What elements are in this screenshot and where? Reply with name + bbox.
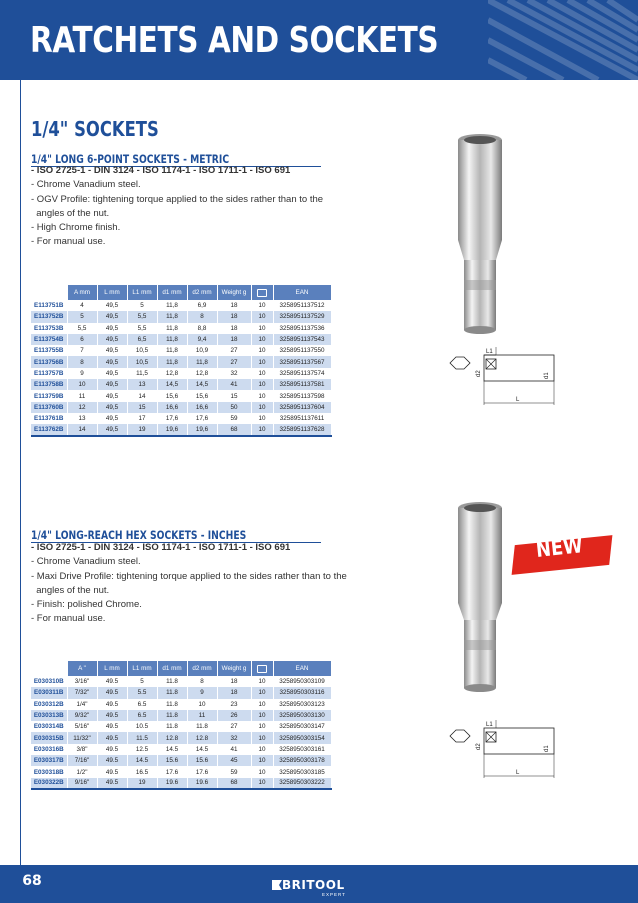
table-cell: 10	[251, 766, 273, 777]
table-cell: 15,6	[187, 390, 217, 401]
table-cell: 18	[217, 323, 251, 334]
table-cell: 8	[67, 356, 97, 367]
table-cell: 3258950303185	[273, 766, 331, 777]
table-cell: 17.6	[157, 766, 187, 777]
table-cell: 3258950303222	[273, 778, 331, 789]
table-cell: 12,8	[157, 368, 187, 379]
inch-standards: - ISO 2725-1 - DIN 3124 - ISO 1174-1 - ISO 1711-1 - ISO 691	[31, 542, 291, 553]
table-cell: 10	[251, 323, 273, 334]
table-row	[31, 356, 331, 367]
table-cell: 10	[251, 356, 273, 367]
column-header: d1 mm	[157, 661, 187, 676]
table-cell: 5	[127, 300, 157, 311]
table-cell: 11.8	[157, 710, 187, 721]
table-cell: 11.5	[127, 732, 157, 743]
table-cell: 49.5	[97, 710, 127, 721]
table-cell: 49.5	[97, 676, 127, 687]
table-cell: 49.5	[97, 687, 127, 698]
table-row	[31, 778, 331, 789]
table-cell: 10,9	[187, 345, 217, 356]
table-cell: 49,5	[97, 379, 127, 390]
table-cell: 32	[217, 732, 251, 743]
table-cell: 23	[217, 699, 251, 710]
table-cell: 11,8	[157, 323, 187, 334]
table-cell: 19,6	[157, 424, 187, 435]
table-cell: 11,8	[187, 356, 217, 367]
table-cell: 11.8	[157, 699, 187, 710]
table-cell: 3258950303154	[273, 732, 331, 743]
table-cell: 26	[217, 710, 251, 721]
inch-table-body	[31, 676, 331, 789]
column-header	[31, 285, 67, 300]
table-cell: 11.8	[187, 721, 217, 732]
diagram-label-l1: L1	[486, 349, 493, 355]
table-cell: 9/16"	[67, 778, 97, 789]
table-row	[31, 744, 331, 755]
table-cell: 11.8	[157, 687, 187, 698]
table-cell: 49,5	[97, 356, 127, 367]
table-cell: 11/32"	[67, 732, 97, 743]
table-cell: 15.6	[157, 755, 187, 766]
table-cell: 17,6	[187, 413, 217, 424]
inch-subtitle: 1/4" LONG-REACH HEX SOCKETS - INCHES	[31, 528, 247, 542]
table-cell: 49,5	[97, 323, 127, 334]
table-cell: 11,8	[157, 345, 187, 356]
table-cell: 14	[127, 390, 157, 401]
package-icon	[251, 661, 273, 676]
package-icon	[251, 285, 273, 300]
table-cell: 7	[67, 345, 97, 356]
table-cell: 59	[217, 413, 251, 424]
table-cell: 6.5	[127, 699, 157, 710]
diagram-label-d1: d1	[544, 745, 550, 752]
box-icon	[257, 665, 267, 673]
column-header: EAN	[273, 661, 331, 676]
table-cell: 10	[251, 721, 273, 732]
diagram-label-d2: d2	[476, 370, 482, 377]
table-cell: 4	[67, 300, 97, 311]
table-cell: 3258950303116	[273, 687, 331, 698]
table-cell: 5,5	[127, 323, 157, 334]
table-cell: 14,5	[187, 379, 217, 390]
table-cell: 12,8	[187, 368, 217, 379]
table-cell: 50	[217, 402, 251, 413]
metric-bullet: - OGV Profile: tightening torque applied to the sides rather than to the	[31, 193, 324, 205]
table-cell: 3/16"	[67, 676, 97, 687]
table-cell: 11	[187, 710, 217, 721]
column-header: A "	[67, 661, 97, 676]
table-cell: 6.5	[127, 710, 157, 721]
table-cell: 49.5	[97, 755, 127, 766]
table-row	[31, 413, 331, 424]
table-cell: 3258950303178	[273, 755, 331, 766]
part-reference: E030317B	[31, 755, 67, 766]
table-cell: 19.6	[187, 778, 217, 789]
table-cell: 13	[127, 379, 157, 390]
table-cell: 16,6	[187, 402, 217, 413]
table-cell: 11.8	[157, 721, 187, 732]
table-cell: 10	[251, 300, 273, 311]
table-cell: 6,5	[127, 334, 157, 345]
table-cell: 11	[67, 390, 97, 401]
table-cell: 27	[217, 356, 251, 367]
table-cell: 3/8"	[67, 744, 97, 755]
table-cell: 27	[217, 721, 251, 732]
table-row	[31, 755, 331, 766]
table-cell: 10	[187, 699, 217, 710]
table-cell: 14.5	[127, 755, 157, 766]
table-cell: 14.5	[157, 744, 187, 755]
inch-bullet: - Finish: polished Chrome.	[31, 599, 142, 611]
part-reference: E113760B	[31, 402, 67, 413]
table-cell: 7/16"	[67, 755, 97, 766]
table-cell: 16,6	[157, 402, 187, 413]
table-cell: 49.5	[97, 721, 127, 732]
table-cell: 49.5	[97, 744, 127, 755]
table-cell: 3258950303161	[273, 744, 331, 755]
header-pattern	[488, 0, 638, 80]
table-cell: 10	[251, 744, 273, 755]
table-cell: 3258950303147	[273, 721, 331, 732]
table-cell: 14	[67, 424, 97, 435]
table-cell: 3258951137628	[273, 424, 331, 435]
part-reference: E113753B	[31, 323, 67, 334]
part-reference: E113758B	[31, 379, 67, 390]
column-header: d2 mm	[187, 285, 217, 300]
brand-subtitle: EXPERT	[322, 892, 346, 897]
metric-table-body	[31, 300, 331, 436]
table-cell: 17	[127, 413, 157, 424]
inch-bullet: - Maxi Drive Profile: tightening torque applied to the sides rather than to the	[31, 570, 347, 582]
table-cell: 3258950303109	[273, 676, 331, 687]
table-cell: 49.5	[97, 732, 127, 743]
metric-bullet: - For manual use.	[31, 236, 106, 248]
table-cell: 5.5	[127, 687, 157, 698]
table-cell: 10	[251, 732, 273, 743]
table-cell: 3258951137550	[273, 345, 331, 356]
table-cell: 59	[217, 766, 251, 777]
part-reference: E113752B	[31, 311, 67, 322]
column-header: EAN	[273, 285, 331, 300]
table-cell: 10	[251, 379, 273, 390]
table-cell: 3258951137581	[273, 379, 331, 390]
metric-table-header	[31, 285, 331, 300]
part-reference: E113751B	[31, 300, 67, 311]
table-cell: 15	[127, 402, 157, 413]
part-reference: E113754B	[31, 334, 67, 345]
table-cell: 15	[217, 390, 251, 401]
table-cell: 5,5	[127, 311, 157, 322]
table-cell: 1/2"	[67, 766, 97, 777]
column-header	[31, 661, 67, 676]
table-cell: 8	[187, 311, 217, 322]
table-cell: 49,5	[97, 402, 127, 413]
page-header	[0, 0, 638, 80]
diagram-label-d1: d1	[544, 372, 550, 379]
metric-bullet: - Chrome Vanadium steel.	[31, 179, 141, 191]
table-cell: 10	[251, 413, 273, 424]
inch-dimension-diagram	[440, 718, 560, 783]
metric-bullet: angles of the nut.	[31, 207, 110, 219]
table-cell: 8	[187, 676, 217, 687]
table-cell: 10	[251, 699, 273, 710]
table-row	[31, 710, 331, 721]
diagram-label-l1: L1	[486, 722, 493, 728]
table-cell: 3258951137512	[273, 300, 331, 311]
table-cell: 10	[251, 311, 273, 322]
table-row	[31, 311, 331, 322]
part-reference: E113755B	[31, 345, 67, 356]
table-cell: 10	[251, 402, 273, 413]
part-reference: E030313B	[31, 710, 67, 721]
table-row	[31, 334, 331, 345]
inch-description	[31, 541, 347, 627]
column-header: Weight g	[217, 285, 251, 300]
table-cell: 19	[127, 778, 157, 789]
table-cell: 3258950303123	[273, 699, 331, 710]
table-cell: 5,5	[67, 323, 97, 334]
column-header: L1 mm	[127, 285, 157, 300]
table-cell: 3258951137604	[273, 402, 331, 413]
table-cell: 12	[67, 402, 97, 413]
metric-dimension-diagram	[440, 345, 560, 410]
table-cell: 12.8	[157, 732, 187, 743]
table-cell: 10	[251, 368, 273, 379]
metric-bullet: - High Chrome finish.	[31, 222, 121, 234]
part-reference: E030314B	[31, 721, 67, 732]
page-title: RATCHETS AND SOCKETS	[30, 20, 439, 61]
table-cell: 49,5	[97, 368, 127, 379]
part-reference: E030312B	[31, 699, 67, 710]
part-reference: E113762B	[31, 424, 67, 435]
table-row	[31, 424, 331, 435]
diagram-label-d2: d2	[476, 743, 482, 750]
table-cell: 6	[67, 334, 97, 345]
table-cell: 11,5	[127, 368, 157, 379]
part-reference: E113759B	[31, 390, 67, 401]
column-header: L mm	[97, 661, 127, 676]
column-header: d2 mm	[187, 661, 217, 676]
table-row	[31, 390, 331, 401]
table-cell: 10	[251, 345, 273, 356]
table-cell: 49,5	[97, 390, 127, 401]
table-cell: 10,5	[127, 345, 157, 356]
metric-spec-table	[31, 285, 332, 437]
table-cell: 5	[127, 676, 157, 687]
table-cell: 45	[217, 755, 251, 766]
table-cell: 9,4	[187, 334, 217, 345]
table-cell: 11.8	[157, 676, 187, 687]
metric-socket-image	[450, 130, 510, 340]
table-cell: 68	[217, 778, 251, 789]
table-cell: 10	[67, 379, 97, 390]
metric-standards: - ISO 2725-1 - DIN 3124 - ISO 1174-1 - ISO 1711-1 - ISO 691	[31, 165, 291, 176]
table-cell: 49,5	[97, 311, 127, 322]
table-cell: 49.5	[97, 766, 127, 777]
brand-name: BRITOOL	[282, 878, 345, 892]
table-cell: 10	[251, 424, 273, 435]
table-cell: 3258950303130	[273, 710, 331, 721]
table-cell: 3258951137574	[273, 368, 331, 379]
column-header: A mm	[67, 285, 97, 300]
inch-socket-image	[450, 498, 510, 698]
table-cell: 32	[217, 368, 251, 379]
table-row	[31, 766, 331, 777]
table-cell: 3258951137567	[273, 356, 331, 367]
table-cell: 18	[217, 334, 251, 345]
table-row	[31, 300, 331, 311]
table-cell: 12.8	[187, 732, 217, 743]
table-cell: 10	[251, 390, 273, 401]
part-reference: E030310B	[31, 676, 67, 687]
metric-description	[31, 164, 323, 250]
table-cell: 49,5	[97, 424, 127, 435]
part-reference: E113761B	[31, 413, 67, 424]
table-cell: 18	[217, 676, 251, 687]
part-reference: E030311B	[31, 687, 67, 698]
table-cell: 41	[217, 744, 251, 755]
diagram-label-l: L	[516, 397, 520, 403]
table-cell: 49.5	[97, 699, 127, 710]
table-cell: 3258951137611	[273, 413, 331, 424]
table-cell: 5	[67, 311, 97, 322]
table-cell: 18	[217, 300, 251, 311]
table-cell: 10.5	[127, 721, 157, 732]
table-cell: 18	[217, 311, 251, 322]
table-cell: 68	[217, 424, 251, 435]
table-row	[31, 676, 331, 687]
table-cell: 49,5	[97, 413, 127, 424]
table-cell: 9	[187, 687, 217, 698]
table-cell: 6,9	[187, 300, 217, 311]
column-header: d1 mm	[157, 285, 187, 300]
table-cell: 14.5	[187, 744, 217, 755]
table-row	[31, 402, 331, 413]
table-cell: 3258951137543	[273, 334, 331, 345]
table-cell: 1/4"	[67, 699, 97, 710]
table-cell: 9/32"	[67, 710, 97, 721]
table-cell: 8,8	[187, 323, 217, 334]
table-cell: 10,5	[127, 356, 157, 367]
table-cell: 10	[251, 710, 273, 721]
column-header: Weight g	[217, 661, 251, 676]
part-reference: E030318B	[31, 766, 67, 777]
table-row	[31, 368, 331, 379]
table-row	[31, 721, 331, 732]
table-cell: 11,8	[157, 356, 187, 367]
diagram-label-l: L	[516, 770, 520, 776]
inch-bullet: - For manual use.	[31, 613, 106, 625]
part-reference: E113756B	[31, 356, 67, 367]
table-cell: 11,8	[157, 334, 187, 345]
box-icon	[257, 289, 267, 297]
table-row	[31, 323, 331, 334]
page-number: 68	[22, 873, 42, 889]
metric-subtitle: 1/4" LONG 6-POINT SOCKETS - METRIC	[31, 152, 230, 166]
inch-table-header	[31, 661, 331, 676]
column-header: L mm	[97, 285, 127, 300]
part-reference: E113757B	[31, 368, 67, 379]
table-cell: 5/16"	[67, 721, 97, 732]
column-header: L1 mm	[127, 661, 157, 676]
inch-spec-table	[31, 661, 332, 790]
table-cell: 17,6	[157, 413, 187, 424]
table-cell: 10	[251, 755, 273, 766]
new-badge-label: NEW	[534, 533, 584, 562]
table-cell: 10	[251, 676, 273, 687]
table-cell: 49,5	[97, 345, 127, 356]
table-cell: 10	[251, 687, 273, 698]
table-cell: 15,6	[157, 390, 187, 401]
table-cell: 18	[217, 687, 251, 698]
table-cell: 49.5	[97, 778, 127, 789]
table-cell: 11,8	[157, 300, 187, 311]
table-cell: 15.6	[187, 755, 217, 766]
table-row	[31, 732, 331, 743]
table-row	[31, 345, 331, 356]
table-cell: 3258951137536	[273, 323, 331, 334]
section-title: 1/4" SOCKETS	[31, 117, 159, 141]
table-cell: 19	[127, 424, 157, 435]
inch-bullet: - Chrome Vanadium steel.	[31, 556, 141, 568]
table-cell: 41	[217, 379, 251, 390]
table-cell: 19,6	[187, 424, 217, 435]
table-cell: 10	[251, 334, 273, 345]
table-cell: 3258951137598	[273, 390, 331, 401]
table-cell: 11,8	[157, 311, 187, 322]
table-cell: 16.5	[127, 766, 157, 777]
table-cell: 12.5	[127, 744, 157, 755]
table-cell: 14,5	[157, 379, 187, 390]
table-cell: 49,5	[97, 334, 127, 345]
table-cell: 27	[217, 345, 251, 356]
table-cell: 9	[67, 368, 97, 379]
table-cell: 3258951137529	[273, 311, 331, 322]
table-row	[31, 379, 331, 390]
table-cell: 49,5	[97, 300, 127, 311]
part-reference: E030322B	[31, 778, 67, 789]
table-cell: 13	[67, 413, 97, 424]
table-cell: 17.6	[187, 766, 217, 777]
table-row	[31, 687, 331, 698]
part-reference: E030315B	[31, 732, 67, 743]
table-row	[31, 699, 331, 710]
table-cell: 7/32"	[67, 687, 97, 698]
inch-bullet: angles of the nut.	[31, 584, 110, 596]
table-cell: 19.6	[157, 778, 187, 789]
table-cell: 10	[251, 778, 273, 789]
part-reference: E030316B	[31, 744, 67, 755]
left-frame-rule	[20, 80, 21, 865]
